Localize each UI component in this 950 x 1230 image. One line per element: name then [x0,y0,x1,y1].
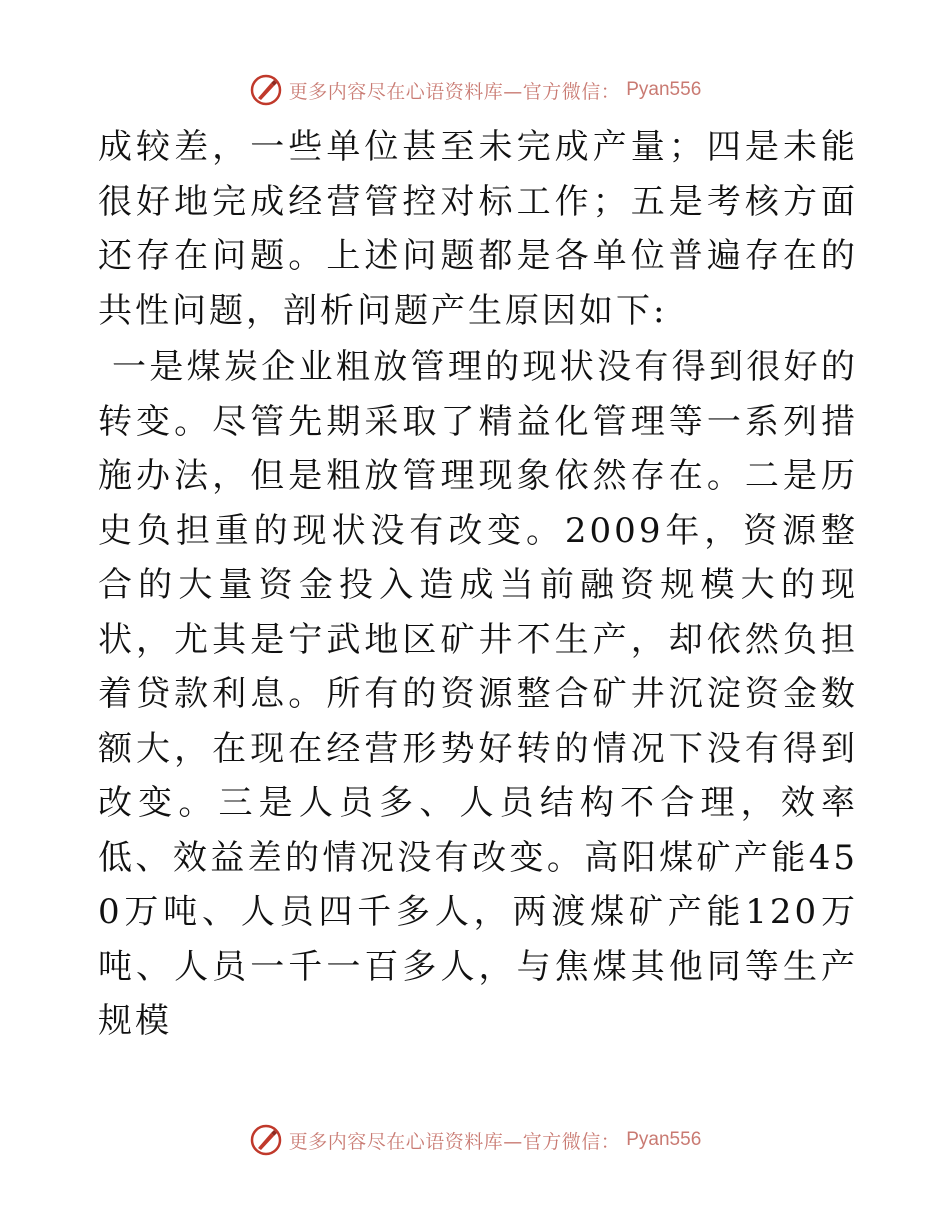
watermark-wechat-id: Pyan556 [626,79,702,100]
paragraph-2: 一是煤炭企业粗放管理的现状没有得到很好的转变。尽管先期采取了精益化管理等一系列措施办法，但是粗放管理现象依然存在。二是历史负担重的现状没有改变。2009年，资源整合的大量资金投入造成当前融资规模大的现状，尤其是宁武地区矿井不生产，却依然负担着贷款利息。所有的资源整合矿井沉淀资金数额大，在现在经营形势好转的情况下没有得到改变。三是人员多、人员结构不合理，效率低、效益差的情况没有改变。高阳煤矿产能450万吨、人员四千多人，两渡煤矿产能120万吨、人员一千一百多人，与焦煤其他同等生产规模 [98,347,858,1041]
watermark-text: 更多内容尽在心语资料库—官方微信： [288,80,621,103]
watermark-text: 更多内容尽在心语资料库—官方微信： [288,1130,621,1153]
document-body [98,120,858,1049]
pen-logo-icon [249,1123,283,1157]
pen-logo-icon [249,73,283,107]
watermark-wechat-id: Pyan556 [626,1129,702,1150]
paragraph-1: 成较差，一些单位甚至未完成产量；四是未能很好地完成经营管控对标工作；五是考核方面还存在问题。上述问题都是各单位普遍存在的共性问题，剖析问题产生原因如下: [98,127,858,331]
header-watermark [0,70,950,110]
footer-watermark [0,1120,950,1160]
